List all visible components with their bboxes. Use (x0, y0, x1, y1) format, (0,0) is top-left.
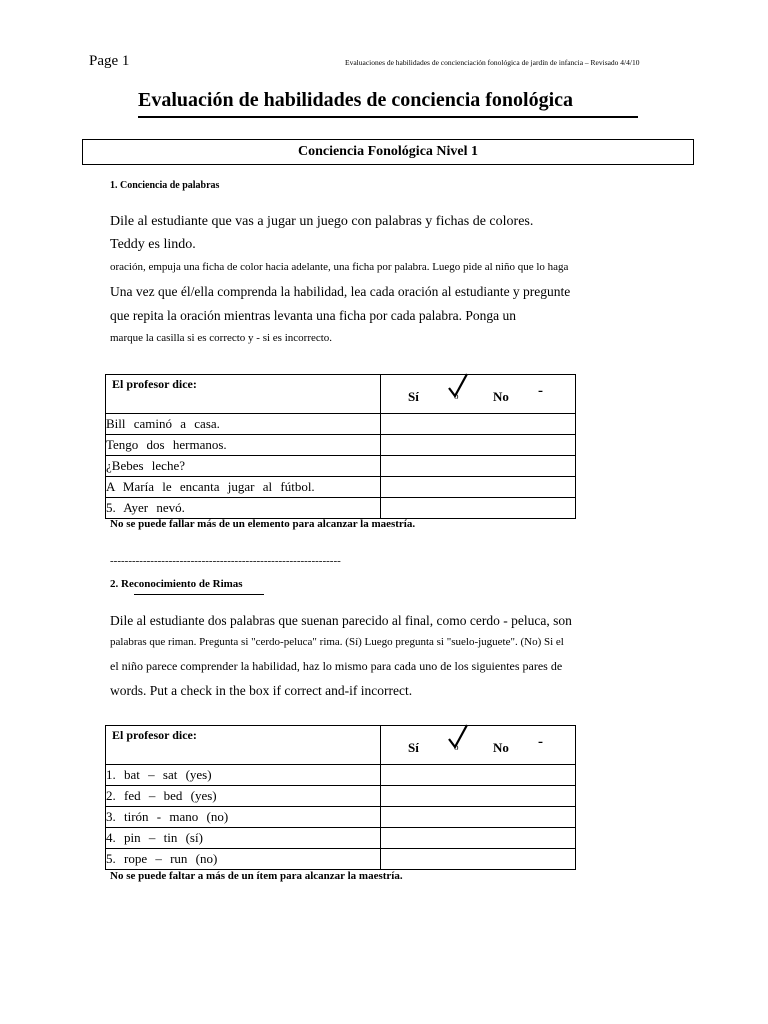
answer-cell[interactable] (381, 786, 576, 807)
table-row (106, 828, 576, 849)
word-awareness-table (105, 374, 576, 519)
table-header-row (106, 375, 576, 414)
section2-heading-underline (134, 594, 264, 595)
rhyme-recognition-table (105, 725, 576, 870)
table-header-row (106, 726, 576, 765)
no-label: No (493, 389, 509, 404)
section1-line-2: Teddy es lindo. (110, 237, 196, 252)
answer-cell[interactable] (381, 828, 576, 849)
item-text: ¿Bebes leche? (106, 456, 381, 477)
table-row (106, 765, 576, 786)
item-text: 4. pin – tin (sí) (106, 828, 381, 849)
item-text: Tengo dos hermanos. (106, 435, 381, 456)
level-title: Conciencia Fonológica Nivel 1 (297, 144, 479, 159)
section2-line-1: Dile al estudiante dos palabras que suenan parecido al final, como cerdo - peluca, son (110, 613, 572, 628)
no-label: No (493, 740, 509, 755)
item-text: 1. bat – sat (yes) (106, 765, 381, 786)
answer-cell[interactable] (381, 849, 576, 870)
section-divider: --------------------------------------------------------------- (110, 555, 341, 567)
yes-label: Sí (408, 740, 419, 755)
table-row (106, 477, 576, 498)
section2-heading: 2. Reconocimiento de Rimas (110, 578, 243, 590)
teacher-says-label: El profesor dice: (112, 728, 197, 742)
level-title-box (82, 139, 694, 165)
teacher-says-label: El profesor dice: (112, 377, 197, 391)
answer-cell[interactable] (381, 456, 576, 477)
item-text: A María le encanta jugar al fútbol. (106, 477, 381, 498)
page-title: Evaluación de habilidades de conciencia fonológica (138, 89, 574, 111)
table-row (106, 435, 576, 456)
item-text: 3. tirón - mano (no) (106, 807, 381, 828)
item-text: Bill caminó a casa. (106, 414, 381, 435)
table-row (106, 849, 576, 870)
item-text: 5. Ayer nevó. (106, 498, 381, 519)
header-note: Evaluaciones de habilidades de concienciación fonológica de jardín de infancia – Revisado 4/4/10 (345, 58, 640, 67)
answer-cell[interactable] (381, 498, 576, 519)
table-header-cell (106, 726, 381, 765)
section1-line-4: Una vez que él/ella comprenda la habilidad, lea cada oración al estudiante y pregunte (110, 284, 571, 299)
answer-header-cell (381, 726, 576, 765)
section1-line-1: Dile al estudiante que vas a jugar un juego con palabras y fichas de colores. (110, 214, 534, 229)
minus-mark: - (538, 734, 543, 750)
section2-line-4: words. Put a check in the box if correct and-if incorrect. (110, 683, 413, 698)
table-row (106, 807, 576, 828)
table-row (106, 456, 576, 477)
section1-mastery-note: No se puede fallar más de un elemento para alcanzar la maestría. (110, 518, 416, 530)
answer-cell[interactable] (381, 477, 576, 498)
table-header-cell (106, 375, 381, 414)
section1-heading: 1. Conciencia de palabras (110, 180, 220, 191)
page-number: Page 1 (89, 53, 130, 69)
table-row (106, 786, 576, 807)
table-row (106, 498, 576, 519)
check-subscript: o (454, 742, 459, 752)
section1-line-5: que repita la oración mientras levanta una ficha por cada palabra. Ponga un (110, 308, 516, 323)
section2-line-2: palabras que riman. Pregunta si "cerdo-peluca" rima. (Sí) Luego pregunta si "suelo-juguete". (No) Si el (110, 636, 564, 648)
answer-cell[interactable] (381, 414, 576, 435)
table-row (106, 414, 576, 435)
yes-label: Sí (408, 389, 419, 404)
check-subscript: o (454, 391, 459, 401)
answer-header-cell (381, 375, 576, 414)
section1-line-3: oración, empuja una ficha de color hacia adelante, una ficha por palabra. Luego pide al niño que lo haga (110, 261, 569, 273)
minus-mark: - (538, 383, 543, 399)
section1-line-6: marque la casilla si es correcto y - si es incorrecto. (110, 332, 333, 344)
answer-cell[interactable] (381, 765, 576, 786)
section2-line-3: el niño parece comprender la habilidad, haz lo mismo para cada uno de los siguientes pares de (110, 659, 563, 673)
answer-cell[interactable] (381, 807, 576, 828)
item-text: 5. rope – run (no) (106, 849, 381, 870)
section2-mastery-note: No se puede faltar a más de un ítem para alcanzar la maestría. (110, 870, 403, 882)
answer-cell[interactable] (381, 435, 576, 456)
item-text: 2. fed – bed (yes) (106, 786, 381, 807)
title-underline (138, 116, 638, 118)
